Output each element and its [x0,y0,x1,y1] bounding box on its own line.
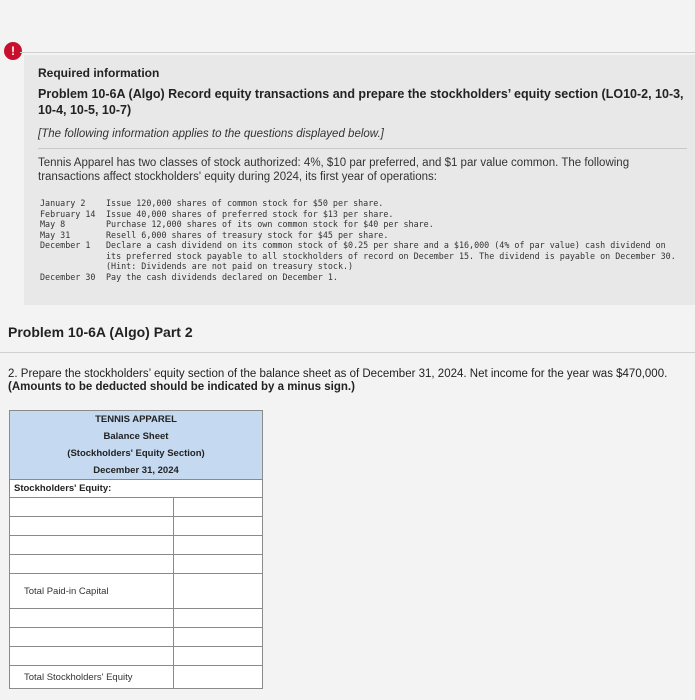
account-input[interactable] [10,647,174,666]
amount-input[interactable] [174,517,263,536]
top-divider [20,52,695,53]
part-title: Problem 10-6A (Algo) Part 2 [8,324,193,340]
total-stockholders-equity-input[interactable] [174,666,263,689]
transaction-row [40,272,680,283]
amount-input[interactable] [174,498,263,517]
transaction-row [40,209,680,220]
total-stockholders-equity-label: Total Stockholders' Equity [10,666,174,689]
account-input[interactable] [10,536,174,555]
transaction-row [40,230,680,241]
amount-input[interactable] [174,647,263,666]
transaction-date: December 30 [40,271,96,282]
amount-input[interactable] [174,628,263,647]
panel-divider [38,148,687,149]
total-paid-in-capital-label: Total Paid-in Capital [10,574,174,609]
transaction-row [40,219,680,230]
transaction-date: February 14 [40,208,96,219]
worksheet-section: (Stockholders' Equity Section) [10,445,263,462]
required-information-heading: Required information [38,66,160,80]
transaction-desc: Issue 40,000 shares of preferred stock for $13 per share. [106,208,394,219]
transaction-row [40,240,680,272]
worksheet-company: TENNIS APPAREL [10,411,263,429]
worksheet-date: December 31, 2024 [10,462,263,480]
account-input[interactable] [10,555,174,574]
problem-intro: Tennis Apparel has two classes of stock authorized: 4%, $10 par preferred, and $1 par value common. The following transactions affect stockholders' equity during 2024, its first year of operations: [38,157,630,183]
transaction-desc: Declare a cash dividend on its common stock of $0.25 per share and a $16,000 (4% of par value) cash dividend on its preferred stock payable to all stockholders of record on December 15. The dividend is payable on December 30. (Hint: Dividends are not paid on treasury stock.) [106,240,676,271]
amount-input[interactable] [174,555,263,574]
problem-title: Problem 10-6A (Algo) Record equity transactions and prepare the stockholders’ equity section (LO10-2, 10-3, 10-4, 10-5, 10-7) [38,87,684,117]
question-prompt: 2. Prepare the stockholders’ equity section of the balance sheet as of December 31, 2024. Net income for the year was $470,000. [8,368,668,380]
account-input[interactable] [10,498,174,517]
equity-section-label: Stockholders' Equity: [10,480,263,498]
account-input[interactable] [10,628,174,647]
account-input[interactable] [10,517,174,536]
transaction-date: January 2 [40,198,91,208]
transaction-desc: Resell 6,000 shares of treasury stock for $45 per share. [106,229,389,240]
transaction-desc: Purchase 12,000 shares of its own common stock for $40 per share. [106,219,434,229]
amount-input[interactable] [174,536,263,555]
transaction-row [40,198,680,209]
transaction-date: May 31 [40,229,71,240]
part-divider [0,352,695,353]
total-paid-in-capital-input[interactable] [174,574,263,609]
transaction-date: December 1 [40,240,91,250]
applies-note: [The following information applies to the questions displayed below.] [38,128,384,140]
account-input[interactable] [10,609,174,628]
transaction-desc: Issue 120,000 shares of common stock for $50 per share. [106,198,384,208]
worksheet-statement: Balance Sheet [10,428,263,445]
alert-icon: ! [4,42,22,60]
question-text [8,368,693,394]
equity-worksheet [9,410,263,689]
amount-input[interactable] [174,609,263,628]
question-instruction: (Amounts to be deducted should be indicated by a minus sign.) [8,381,355,393]
transaction-list [40,198,680,282]
transaction-date: May 8 [40,219,66,229]
transaction-desc: Pay the cash dividends declared on December 1. [106,271,338,282]
